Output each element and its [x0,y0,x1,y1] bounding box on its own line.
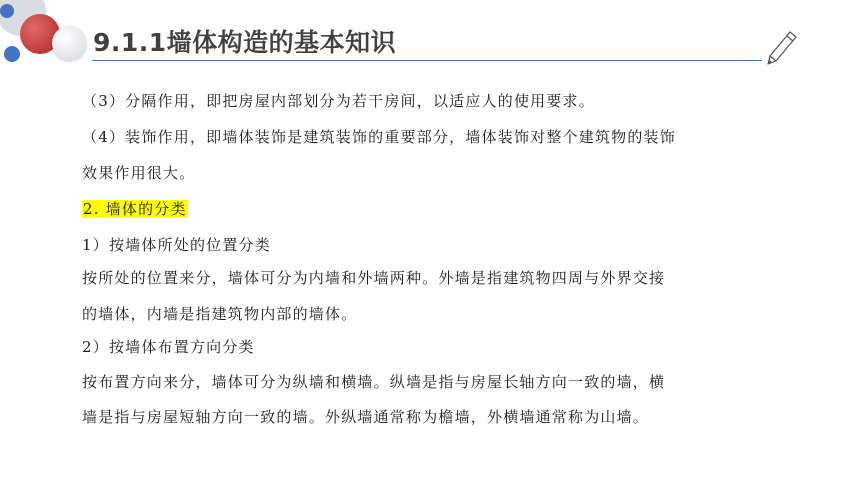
page-title: 9.1.1墙体构造的基本知识 [93,28,397,57]
decorative-circle-blue-small [4,46,20,62]
section-heading [82,198,188,219]
paragraph-line: 效果作用很大。 [82,164,196,182]
decorative-circle-blue-top [0,4,14,18]
paragraph-line: 按布置方向来分，墙体可分为纵墙和横墙。纵墙是指与房屋长轴方向一致的墙，横 [82,373,666,391]
paragraph-line: （3）分隔作用，即把房屋内部划分为若干房间，以适应人的使用要求。 [82,92,595,110]
subsection-heading: 1）按墙体所处的位置分类 [82,236,271,254]
subsection-heading: 2）按墙体布置方向分类 [82,338,255,356]
paragraph-line: （4）装饰作用，即墙体装饰是建筑装饰的重要部分，墙体装饰对整个建筑物的装饰 [82,128,676,146]
decorative-circle-white [52,26,86,60]
paragraph-line: 按所处的位置来分，墙体可分为内墙和外墙两种。外墙是指建筑物四周与外界交接 [82,269,666,287]
paragraph-line: 的墙体，内墙是指建筑物内部的墙体。 [82,305,358,323]
paragraph-line: 墙是指与房屋短轴方向一致的墙。外纵墙通常称为檐墙，外横墙通常称为山墙。 [82,408,650,426]
title-underline [92,60,762,61]
pencil-icon [766,30,798,66]
highlighted-heading: 2. 墙体的分类 [83,200,187,218]
